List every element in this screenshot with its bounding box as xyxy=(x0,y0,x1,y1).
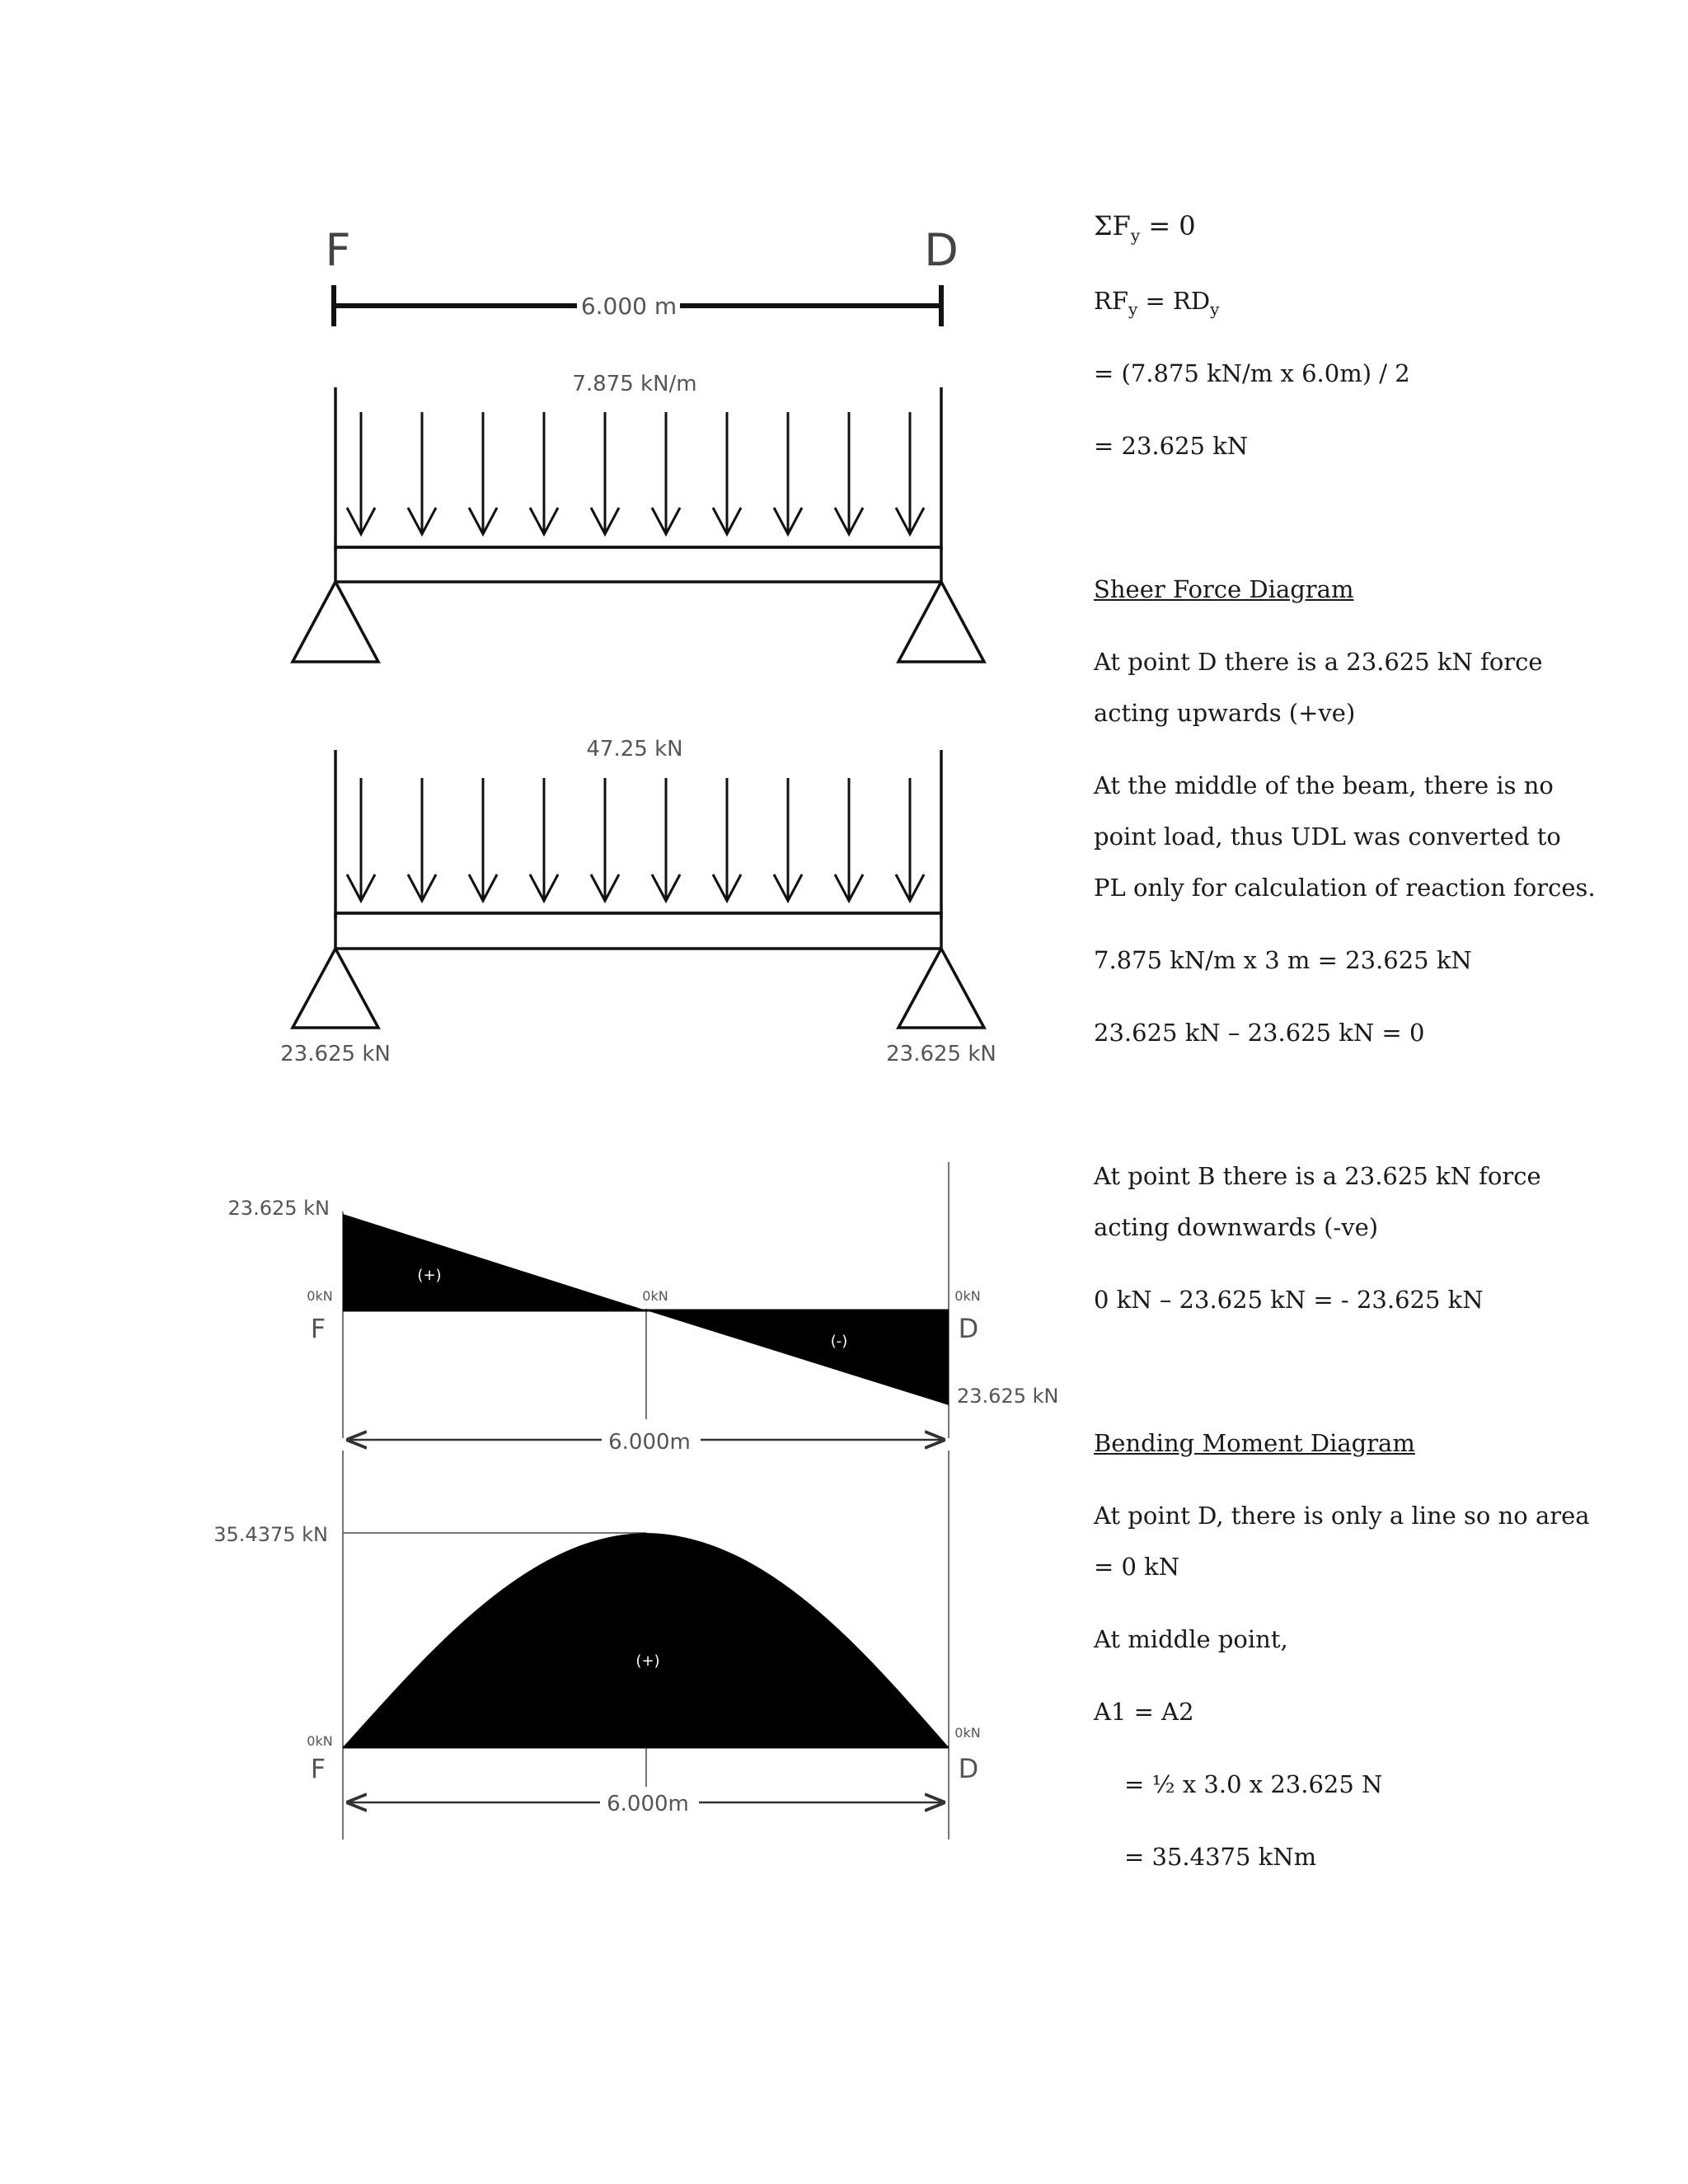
bmd-left-point: F xyxy=(310,1753,326,1784)
sfd-left-point: F xyxy=(310,1313,326,1344)
bmd-zero-left: 0kN xyxy=(307,1733,333,1749)
sfd-d-line-1: At point D there is a 23.625 kN force xyxy=(1094,648,1543,676)
span-label: 6.000 m xyxy=(580,293,678,320)
bmd-d-line-1: At point D, there is only a line so no area xyxy=(1094,1502,1590,1530)
sfd-negative-sign: (-) xyxy=(830,1333,848,1350)
reaction-equation xyxy=(1094,287,1219,319)
sum-fy-symbol: ΣF xyxy=(1094,210,1131,241)
sfd-right-point: D xyxy=(958,1313,979,1344)
calc-line-5: 0 kN – 23.625 kN = - 23.625 kN xyxy=(1094,1286,1484,1314)
reaction-rf: RF xyxy=(1094,287,1128,315)
sum-fy-subscript: y xyxy=(1130,225,1141,246)
load-diagram-right-label: D xyxy=(924,224,959,276)
reaction-rd: = RD xyxy=(1137,287,1211,315)
udl-label: 7.875 kN/m xyxy=(572,372,697,396)
load-diagram-left-label: F xyxy=(325,224,351,276)
calc-line-4: 23.625 kN – 23.625 kN = 0 xyxy=(1094,1019,1425,1047)
bmd-d-line-2: = 0 kN xyxy=(1094,1553,1180,1581)
calc-line-2: = 23.625 kN xyxy=(1094,432,1249,460)
area-result: = 35.4375 kNm xyxy=(1124,1843,1317,1871)
mid-line-3: PL only for calculation of reaction forces. xyxy=(1094,874,1596,902)
sfd-zero-mid: 0kN xyxy=(642,1288,668,1304)
sum-fy-rest: = 0 xyxy=(1140,210,1196,241)
sfd-b-line-2: acting downwards (-ve) xyxy=(1094,1213,1379,1241)
mid-line-1: At the middle of the beam, there is no xyxy=(1094,771,1554,799)
sfd-zero-left: 0kN xyxy=(307,1288,333,1304)
sfd-b-line-1: At point B there is a 23.625 kN force xyxy=(1094,1162,1541,1190)
sfd-zero-right: 0kN xyxy=(954,1288,981,1304)
sfd-span-label: 6.000m xyxy=(608,1430,691,1455)
sfd-d-line-2: acting upwards (+ve) xyxy=(1094,699,1356,727)
sfd-max-label: 23.625 kN xyxy=(227,1197,330,1220)
reaction-rd-subscript: y xyxy=(1210,298,1220,319)
bmd-positive-sign: (+) xyxy=(635,1652,660,1670)
sfd-heading: Sheer Force Diagram xyxy=(1094,575,1354,603)
bmd-span-label: 6.000m xyxy=(607,1792,689,1816)
area-equation: A1 = A2 xyxy=(1094,1698,1194,1726)
sum-fy-equation xyxy=(1094,210,1196,245)
area-calc: = ½ x 3.0 x 23.625 N xyxy=(1124,1770,1383,1798)
point-load-label: 47.25 kN xyxy=(586,737,683,762)
right-reaction-label: 23.625 kN xyxy=(886,1042,996,1066)
mid-line-2: point load, thus UDL was converted to xyxy=(1094,823,1561,851)
bmd-mid-line: At middle point, xyxy=(1094,1625,1288,1653)
bmd-heading: Bending Moment Diagram xyxy=(1094,1429,1415,1457)
left-reaction-label: 23.625 kN xyxy=(280,1042,391,1066)
bmd-max-label: 35.4375 kN xyxy=(213,1523,328,1546)
calc-line-3: 7.875 kN/m x 3 m = 23.625 kN xyxy=(1094,946,1472,974)
bmd-right-point: D xyxy=(958,1753,979,1784)
sfd-positive-sign: (+) xyxy=(417,1267,442,1284)
bmd-zero-right: 0kN xyxy=(954,1725,981,1741)
calc-line-1: = (7.875 kN/m x 6.0m) / 2 xyxy=(1094,359,1410,387)
sfd-min-label: 23.625 kN xyxy=(957,1385,1059,1408)
reaction-rf-subscript: y xyxy=(1128,298,1138,319)
